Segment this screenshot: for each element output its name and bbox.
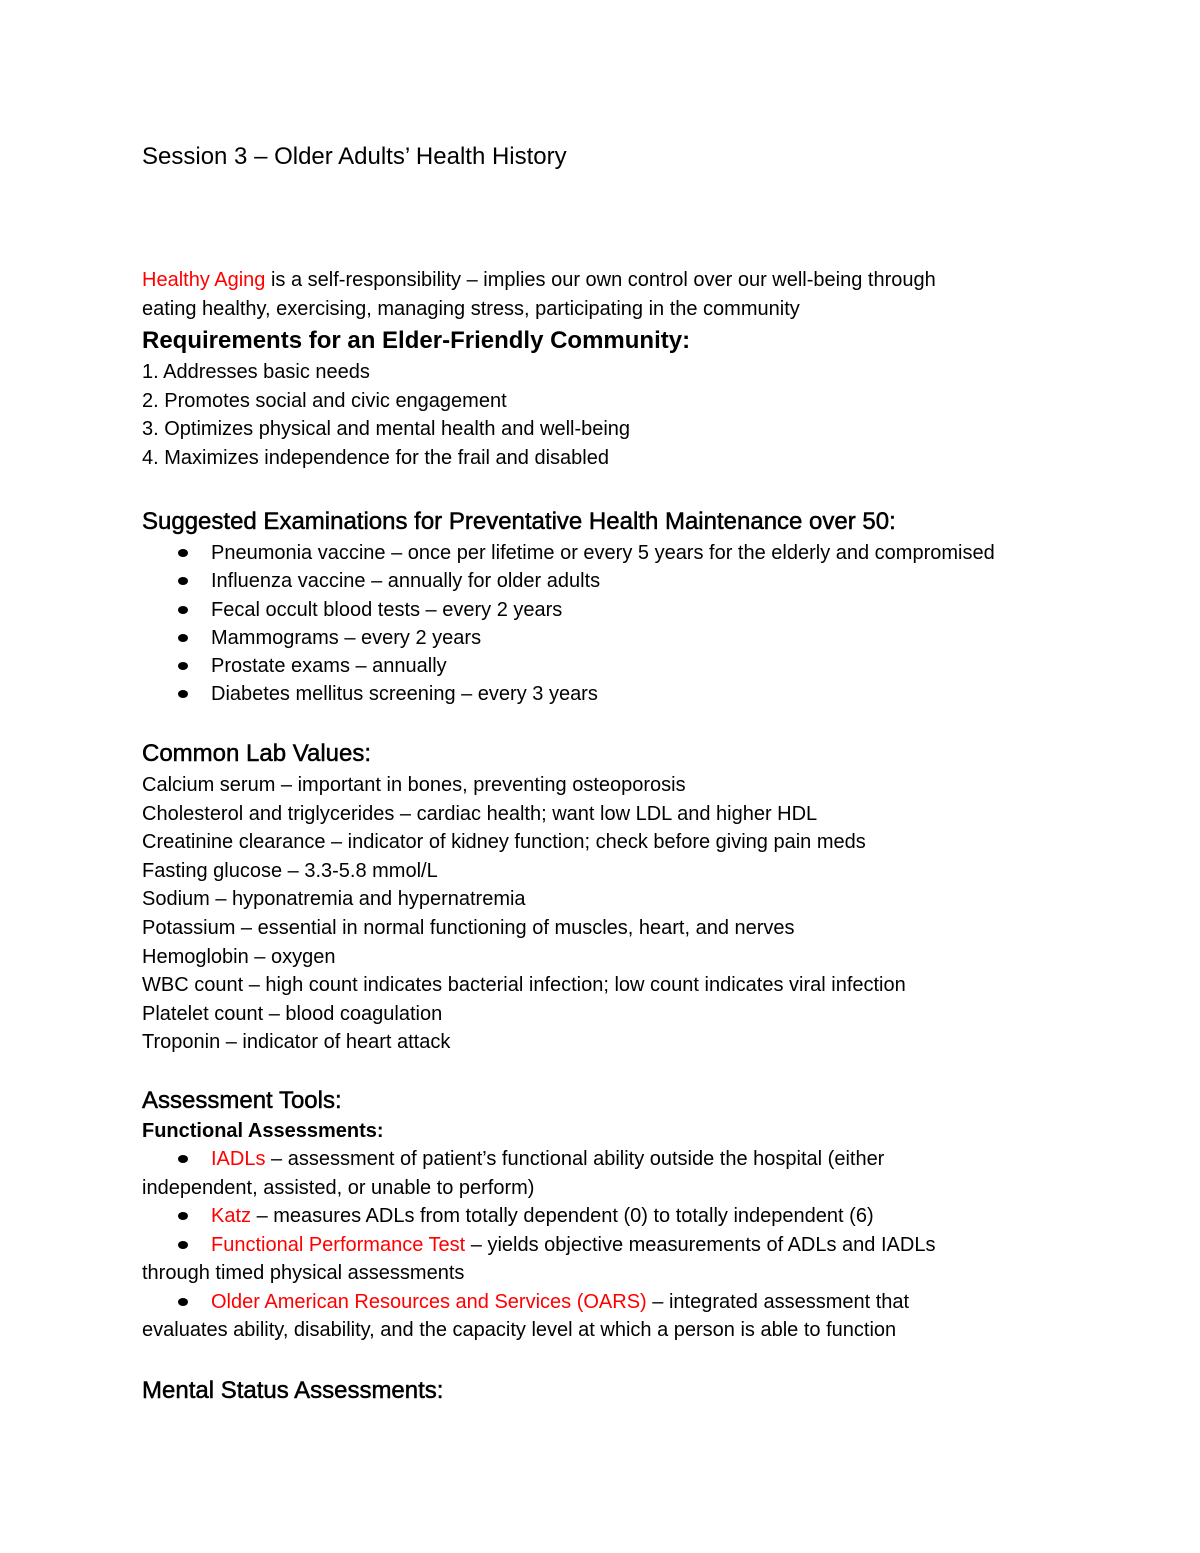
list-item: Potassium – essential in normal functioning of muscles, heart, and nerves	[142, 916, 795, 939]
list-item-text: Diabetes mellitus screening – every 3 years	[211, 683, 598, 706]
bullet-icon	[178, 577, 188, 585]
assessment-desc: – integrated assessment that	[646, 1290, 910, 1313]
intro-line-2: eating healthy, exercising, managing stress, participating in the community	[142, 297, 800, 320]
list-item	[142, 539, 995, 567]
labs-list	[142, 771, 906, 1057]
assessment-desc: – assessment of patient’s functional ability outside the hospital (either	[265, 1148, 885, 1170]
examinations-list	[142, 539, 995, 709]
list-item	[142, 567, 995, 595]
functional-subheading: Functional Assessments:	[142, 1120, 384, 1142]
bullet-icon	[178, 606, 188, 614]
bullet-icon	[178, 1241, 188, 1249]
list-item: 3. Optimizes physical and mental health and well-being	[142, 418, 631, 441]
list-item: Fasting glucose – 3.3-5.8 mmol/L	[142, 859, 438, 882]
bullet-icon	[178, 690, 188, 698]
list-item-text: Influenza vaccine – annually for older adults	[211, 570, 601, 593]
list-item: 2. Promotes social and civic engagement	[142, 389, 507, 412]
bullet-icon	[178, 662, 188, 670]
list-item: Cholesterol and triglycerides – cardiac health; want low LDL and higher HDL	[142, 802, 818, 825]
list-item	[142, 1288, 935, 1345]
assessment-desc: – measures ADLs from totally dependent (0) to totally independent (6)	[251, 1205, 874, 1227]
list-item	[142, 680, 995, 708]
list-item-continuation: through timed physical assessments	[142, 1262, 465, 1284]
bullet-icon	[178, 1212, 188, 1220]
bullet-icon	[178, 1298, 188, 1306]
list-item	[142, 624, 995, 652]
list-item-first-line	[142, 1145, 935, 1174]
list-item-first-line	[142, 1202, 935, 1231]
intro-paragraph	[142, 266, 936, 323]
list-item-text: Prostate exams – annually	[211, 655, 447, 678]
assessment-term: Functional Performance Test	[211, 1233, 466, 1256]
list-item: 4. Maximizes independence for the frail and disabled	[142, 446, 609, 469]
requirements-list	[142, 358, 690, 472]
list-item: Troponin – indicator of heart attack	[142, 1031, 451, 1054]
list-item: WBC count – high count indicates bacterial infection; low count indicates viral infection	[142, 974, 906, 997]
intro-line-1	[142, 266, 936, 295]
list-item: Hemoglobin – oxygen	[142, 945, 336, 968]
assessment-term: Katz	[211, 1205, 252, 1227]
list-item-first-line	[142, 1288, 935, 1317]
assessment-term: IADLs	[211, 1148, 266, 1170]
list-item-continuation: evaluates ability, disability, and the capacity level at which a person is able to function	[142, 1319, 897, 1341]
list-item: Calcium serum – important in bones, preventing osteoporosis	[142, 774, 686, 796]
list-item: 1. Addresses basic needs	[142, 361, 370, 383]
bullet-icon	[178, 634, 188, 642]
list-item-text: Pneumonia vaccine – once per lifetime or every 5 years for the elderly and compromised	[211, 542, 995, 564]
requirements-heading: Requirements for an Elder-Friendly Community:	[142, 327, 691, 354]
list-item-text: Mammograms – every 2 years	[211, 626, 482, 649]
assessment-term: Older American Resources and Services (OARS)	[211, 1290, 647, 1313]
bullet-icon	[178, 549, 188, 557]
mental-status-heading: Mental Status Assessments:	[142, 1377, 444, 1404]
assessment-desc: – yields objective measurements of ADLs and IADLs	[465, 1233, 936, 1256]
intro-term: Healthy Aging	[142, 269, 266, 291]
labs-section	[142, 738, 906, 1057]
list-item: Platelet count – blood coagulation	[142, 1002, 443, 1025]
list-item: Sodium – hyponatremia and hypernatremia	[142, 888, 526, 911]
assessment-section	[142, 1085, 935, 1345]
requirements-section	[142, 325, 690, 472]
list-item	[142, 596, 995, 624]
list-item-text: Fecal occult blood tests – every 2 years	[211, 598, 563, 621]
list-item	[142, 652, 995, 680]
list-item	[142, 1202, 935, 1231]
list-item	[142, 1145, 935, 1202]
list-item: Creatinine clearance – indicator of kidney function; check before giving pain meds	[142, 831, 866, 854]
list-item-first-line	[142, 1231, 935, 1260]
examinations-section	[142, 506, 995, 709]
list-item-continuation: independent, assisted, or unable to perform)	[142, 1176, 535, 1199]
bullet-icon	[178, 1155, 188, 1163]
assessment-heading: Assessment Tools:	[142, 1087, 342, 1114]
page-title: Session 3 – Older Adults’ Health History	[142, 143, 567, 170]
list-item	[142, 1231, 935, 1288]
examinations-heading: Suggested Examinations for Preventative Health Maintenance over 50:	[142, 508, 896, 535]
intro-line-1-rest: is a self-responsibility – implies our own control over our well-being through	[265, 269, 936, 291]
labs-heading: Common Lab Values:	[142, 740, 372, 767]
